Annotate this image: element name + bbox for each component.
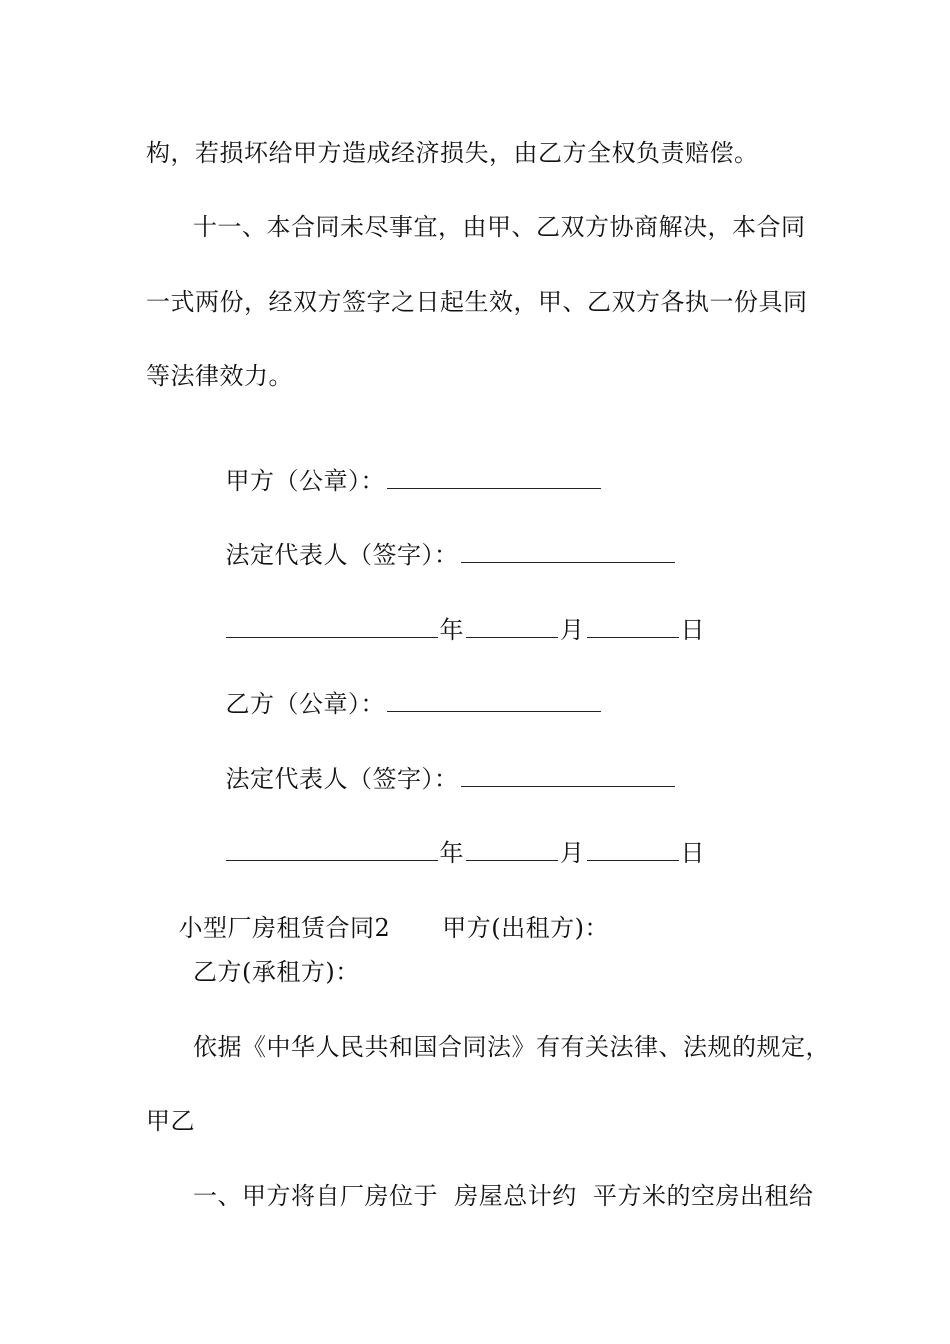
day-blank	[587, 615, 679, 638]
paragraph-line: 构，若损坏给甲方造成经济损失，由乙方全权负责赔偿。	[146, 139, 759, 167]
year-blank	[226, 838, 438, 861]
year-label: 年	[439, 616, 465, 644]
clause-eleven-line: 十一、本合同未尽事宜，由甲、乙双方协商解决，本合同	[193, 213, 806, 241]
contract2-basis-line: 依据《中华人民共和国合同法》有有关法律、法规的规定，	[193, 1033, 830, 1061]
contract2-lessee: 乙方(承租方)：	[193, 958, 360, 986]
month-blank	[466, 838, 558, 861]
month-label: 月	[560, 616, 585, 644]
contract2-lessor: 甲方(出租方)：	[442, 914, 610, 942]
year-blank	[226, 615, 438, 638]
party-b-rep-blank	[461, 764, 675, 787]
contract2-title: 小型厂房租赁合同2	[178, 914, 391, 942]
month-label: 月	[560, 839, 585, 867]
contract2-clause-one: 一、甲方将自厂房位于 房屋总计约 平方米的空房出租给	[193, 1182, 814, 1210]
party-a-rep-blank	[461, 540, 675, 563]
paragraph-line: 等法律效力。	[146, 362, 293, 390]
party-a-rep-label: 法定代表人（签字）：	[225, 541, 459, 569]
party-a-seal-blank	[387, 466, 601, 489]
paragraph-line: 一式两份，经双方签字之日起生效，甲、乙双方各执一份具同	[146, 288, 808, 316]
party-b-rep-label: 法定代表人（签字）：	[225, 765, 459, 793]
contract2-basis-line: 甲乙	[146, 1107, 195, 1135]
day-blank	[587, 838, 679, 861]
party-a-seal-label: 甲方（公章）：	[225, 467, 386, 495]
month-blank	[466, 615, 558, 638]
year-label: 年	[439, 839, 465, 867]
party-b-seal-blank	[387, 689, 601, 712]
day-label: 日	[680, 839, 706, 867]
party-b-seal-label: 乙方（公章）：	[225, 690, 386, 718]
day-label: 日	[680, 616, 706, 644]
